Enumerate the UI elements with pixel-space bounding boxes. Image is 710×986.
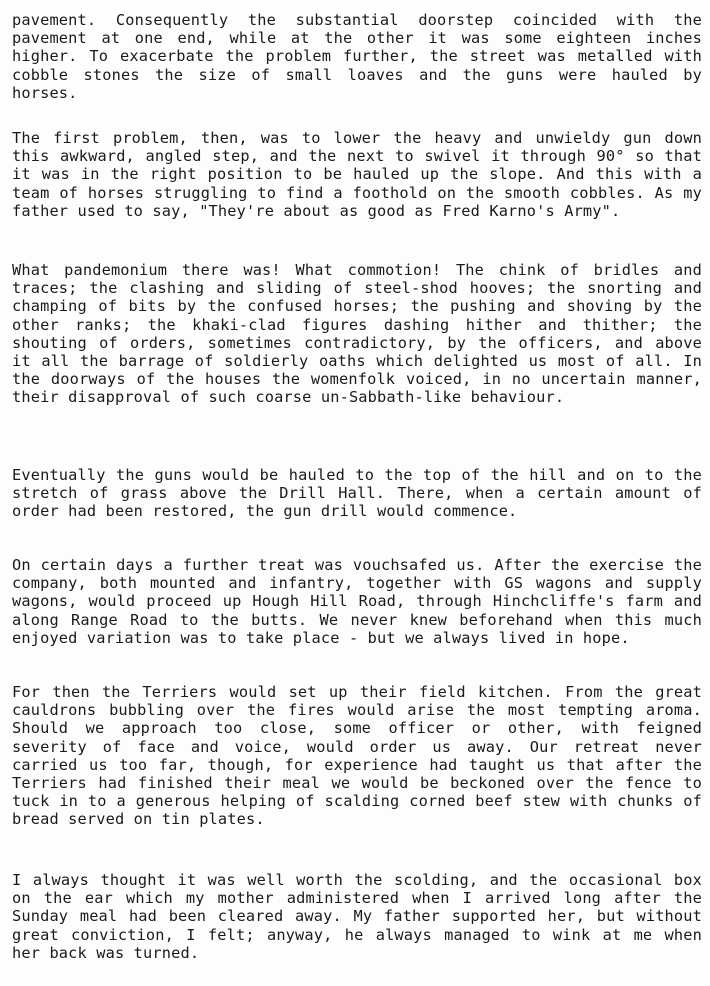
paragraph-1: pavement. Consequently the substantial doorstep coincided with the pavement at one end, while at the other it was some eighteen inches higher. To exacerbate the problem further, the street was metalled with cobble stones the size of small loaves and the guns were hauled by horses. [12, 11, 702, 102]
paragraph-7: I always thought it was well worth the scolding, and the occasional box on the ear which my mother administered when I arrived long after the Sunday meal had been cleared away. My father supported her, but without great conviction, I felt; anyway, he always managed to wink at me when her back was turned. [12, 871, 702, 962]
paragraph-3: What pandemonium there was! What commotion! The chink of bridles and traces; the clashing and sliding of steel-shod hooves; the snorting and champing of bits by the confused horses; the pushing and shoving by the other ranks; the khaki-clad figures dashing hither and thither; the shouting of orders, sometimes contradictory, by the officers, and above it all the barrage of soldierly oaths which delighted us most of all. In the doorways of the houses the womenfolk voiced, in no uncertain manner, their disapproval of such coarse un-Sabbath-like behaviour. [12, 261, 702, 407]
paragraph-6: For then the Terriers would set up their field kitchen. From the great cauldrons bubbling over the fires would arise the most tempting aroma. Should we approach too close, some officer or other, with feigned severity of face and voice, would order us away. Our retreat never carried us too far, though, for experience had taught us that after the Terriers had finished their meal we would be beckoned over the fence to tuck in to a generous helping of scalding corned beef stew with chunks of bread served on tin plates. [12, 683, 702, 829]
paragraph-5: On certain days a further treat was vouchsafed us. After the exercise the company, both mounted and infantry, together with GS wagons and supply wagons, would proceed up Hough Hill Road, through Hinchcliffe's farm and along Range Road to the butts. We never knew beforehand when this much enjoyed variation was to take place - but we always lived in hope. [12, 556, 702, 647]
paragraph-2: The first problem, then, was to lower the heavy and unwieldy gun down this awkward, angled step, and the next to swivel it through 90° so that it was in the right position to be hauled up the slope. And this with a team of horses struggling to find a foothold on the smooth cobbles. As my father used to say, "They're about as good as Fred Karno's Army". [12, 129, 702, 220]
paragraph-4: Eventually the guns would be hauled to the top of the hill and on to the stretch of grass above the Drill Hall. There, when a certain amount of order had been restored, the gun drill would commence. [12, 466, 702, 521]
